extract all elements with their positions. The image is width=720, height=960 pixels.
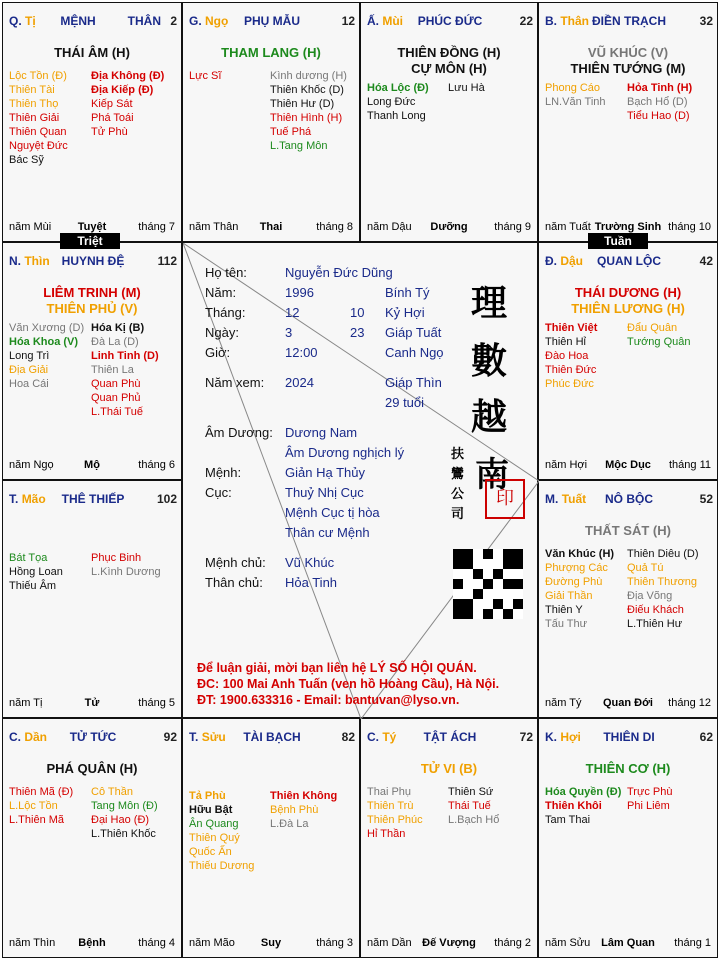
- footer-month: tháng 12: [668, 697, 711, 709]
- horoscope-chart: [2, 2, 718, 958]
- minor-stars-right: [91, 785, 158, 841]
- footer-year: năm Thân: [189, 221, 239, 233]
- main-star: THIÊN ĐỒNG (H): [397, 45, 501, 60]
- minor-star: Thiên Khốc (D): [270, 84, 344, 96]
- minor-stars-left: [545, 81, 606, 109]
- footer-stage: Quan Đới: [603, 697, 653, 709]
- palace-header: [545, 254, 713, 270]
- footer-month: tháng 5: [138, 697, 175, 709]
- footer-year: năm Tuất: [545, 221, 591, 233]
- red-seal-stamp: 印: [485, 479, 525, 519]
- minor-star: Thai Phụ: [367, 786, 412, 798]
- minor-star: Ân Quang: [189, 818, 239, 830]
- palace-ti[interactable]: [2, 2, 182, 242]
- minor-stars-left: [545, 547, 614, 631]
- am-duong-value: Dương Nam: [285, 425, 358, 440]
- minor-star: L.Thiên Mã: [9, 814, 65, 826]
- menh-value: Giản Hạ Thủy: [285, 465, 365, 480]
- palace-header: [9, 254, 177, 270]
- footer-month: tháng 2: [494, 937, 531, 949]
- palace-can: K.: [545, 730, 557, 744]
- palace-header: [189, 730, 355, 746]
- footer-month: tháng 7: [138, 221, 175, 233]
- minor-stars-right: [91, 551, 161, 579]
- thang-label: Tháng:: [205, 305, 246, 320]
- palace-chi: Hợi: [560, 730, 581, 744]
- main-star: TỬ VI (B): [420, 761, 478, 776]
- seal-char-4: 南: [475, 455, 509, 495]
- footer-year: năm Ngọ: [9, 459, 54, 471]
- palace-number: 72: [519, 730, 533, 744]
- seal-char-2: 數: [471, 340, 508, 382]
- minor-star: Thiên Đức: [545, 364, 597, 376]
- palace-hoi[interactable]: [538, 718, 718, 958]
- main-star: PHÁ QUÂN (H): [46, 761, 138, 776]
- cuc-value: Thuỷ Nhị Cục: [285, 485, 364, 500]
- footer-month: tháng 4: [138, 937, 175, 949]
- contact-line-1: Để luận giải, mời bạn liên hệ LÝ SỐ HỘI QUÁN.: [197, 661, 477, 675]
- footer-year: năm Dậu: [367, 221, 412, 233]
- minor-star: Thiếu Âm: [9, 580, 57, 592]
- minor-stars-left: [9, 551, 63, 593]
- minor-star: Bác Sỹ: [9, 154, 44, 166]
- palace-can: B.: [545, 14, 557, 28]
- minor-star: Hoa Cái: [9, 378, 49, 390]
- minor-star: Thiên Quý: [189, 832, 240, 844]
- menh-chu-value: Vũ Khúc: [285, 555, 335, 570]
- palace-can: T.: [189, 730, 199, 744]
- minor-star: Tấu Thư: [545, 618, 588, 630]
- minor-star: Thiên Giải: [9, 112, 60, 124]
- ngay-value: 3: [285, 325, 293, 340]
- minor-star: Địa Giải: [9, 364, 49, 376]
- main-star: THẤT SÁT (H): [585, 523, 671, 538]
- palace-chi: Mùi: [382, 14, 404, 28]
- thang-can-chi: Kỷ Hợi: [385, 305, 425, 320]
- minor-star: Thiên Y: [545, 604, 583, 616]
- palace-number: 22: [519, 14, 533, 28]
- contact-line-3: ĐT: 1900.633316 - Email: bantuvan@lyso.vn.: [197, 693, 460, 707]
- minor-star: Thiên Khôi: [545, 800, 602, 812]
- seal-small-3: 公: [451, 487, 465, 502]
- palace-chi: Tý: [382, 730, 397, 744]
- minor-star: L.Thái Tuế: [91, 406, 143, 418]
- cuc-label: Cục:: [205, 485, 232, 500]
- minor-star: Lộc Tồn (Đ): [9, 70, 67, 82]
- minor-star: Tử Phù: [91, 126, 128, 138]
- palace-suu[interactable]: [182, 718, 360, 958]
- palace-can: G.: [189, 14, 202, 28]
- minor-star: Long Đức: [367, 96, 416, 108]
- minor-star: Thiên Việt: [545, 322, 598, 334]
- minor-stars-right: [448, 785, 499, 827]
- ngay-can-chi: Giáp Tuất: [385, 325, 442, 340]
- minor-star: Thanh Long: [367, 110, 426, 122]
- palace-house-name: ĐIỀN TRẠCH: [592, 14, 666, 28]
- minor-stars-right: [270, 69, 347, 153]
- minor-star: Đào Hoa: [545, 350, 589, 362]
- palace-chi: Mão: [21, 492, 46, 506]
- palace-mao[interactable]: [2, 480, 182, 718]
- minor-star: Quốc Ấn: [189, 846, 232, 858]
- palace-can: T.: [9, 492, 19, 506]
- footer-stage: Tuyệt: [77, 221, 107, 233]
- minor-stars-right: [91, 321, 159, 419]
- palace-chi: Thân: [560, 14, 590, 28]
- minor-star: Hóa Lộc (Đ): [367, 82, 429, 94]
- palace-footer: [189, 937, 353, 951]
- minor-stars-right: [448, 81, 485, 95]
- main-star: THAM LANG (H): [221, 45, 321, 60]
- minor-star: Thiên Phúc: [367, 814, 423, 826]
- minor-stars-left: [189, 69, 221, 83]
- ngay-am: 23: [350, 325, 365, 340]
- footer-stage: Mộc Dục: [605, 459, 651, 471]
- palace-number: 32: [699, 14, 713, 28]
- minor-stars-left: [9, 785, 73, 827]
- am-duong-label: Âm Dương:: [205, 425, 273, 440]
- seal-small-1: 扶: [451, 447, 465, 462]
- am-duong-ly: Âm Dương nghịch lý: [285, 445, 405, 460]
- palace-number: 92: [163, 730, 177, 744]
- palace-tuat[interactable]: [538, 480, 718, 718]
- palace-can: Q.: [9, 14, 22, 28]
- nam-xem-value: 2024: [285, 375, 314, 390]
- minor-star: Thiên La: [91, 364, 134, 376]
- minor-star: Phi Liêm: [627, 800, 670, 812]
- than-marker: THÂN: [127, 14, 161, 28]
- minor-star: L.Lộc Tồn: [9, 800, 58, 812]
- ho-ten-value: Nguyễn Đức Dũng: [285, 265, 393, 280]
- minor-star: Thiên Hư (D): [270, 98, 335, 110]
- minor-star: Phượng Các: [545, 562, 608, 574]
- palace-chi: Sửu: [201, 730, 226, 744]
- minor-star: Quả Tú: [627, 562, 664, 574]
- triet-marker: Triệt: [60, 233, 120, 249]
- seal-char-1: 理: [471, 282, 508, 324]
- main-star: THIÊN CƠ (H): [585, 761, 671, 776]
- palace-can: N.: [9, 254, 21, 268]
- minor-stars-left: [9, 69, 68, 167]
- footer-year: năm Tị: [9, 697, 43, 709]
- ngay-label: Ngày:: [205, 325, 239, 340]
- minor-star: Phá Toái: [91, 112, 134, 124]
- minor-star: Hỏa Tinh (H): [627, 82, 693, 94]
- minor-star: Phong Cáo: [545, 82, 601, 94]
- palace-header: [189, 14, 355, 30]
- minor-star: Thiên Quan: [9, 126, 67, 138]
- minor-star: Bạch Hổ (D): [627, 96, 688, 108]
- minor-star: Quan Phù: [91, 378, 141, 390]
- minor-star: Văn Xương (D): [9, 322, 85, 334]
- minor-stars-right: [627, 81, 692, 123]
- minor-star: Quan Phủ: [91, 392, 141, 404]
- minor-star: Tam Thai: [545, 814, 591, 826]
- palace-number: 12: [341, 14, 355, 28]
- tuan-marker: Tuần: [588, 233, 648, 249]
- footer-stage: Trường Sinh: [594, 221, 662, 233]
- palace-ty[interactable]: [360, 718, 538, 958]
- palace-footer: [367, 937, 531, 951]
- nam-xem-can-chi: Giáp Thìn: [385, 375, 442, 390]
- minor-star: Tuế Phá: [270, 126, 312, 138]
- minor-star: Địa Kiếp (Đ): [91, 84, 154, 96]
- minor-stars-left: [367, 785, 423, 841]
- footer-year: năm Mão: [189, 937, 235, 949]
- center-info-panel: [182, 242, 538, 718]
- palace-number: 52: [699, 492, 713, 506]
- main-star: THÁI DƯƠNG (H): [574, 285, 682, 300]
- palace-header: [9, 14, 177, 30]
- minor-star: Hữu Bật: [189, 804, 233, 816]
- minor-star: Lực Sĩ: [189, 70, 222, 82]
- main-star: THÁI ÂM (H): [54, 45, 130, 60]
- footer-year: năm Dần: [367, 937, 412, 949]
- minor-star: Thiên Sứ: [448, 786, 494, 798]
- palace-footer: [545, 697, 711, 711]
- minor-star: Đại Hao (Đ): [91, 814, 150, 826]
- footer-stage: Mộ: [84, 459, 100, 471]
- main-star: LIÊM TRINH (M): [43, 285, 141, 300]
- palace-house-name: TÀI BẠCH: [243, 730, 301, 744]
- palace-house-name: THÊ THIẾP: [61, 492, 125, 506]
- palace-footer: [9, 937, 175, 951]
- palace-house-name: TỬ TỨC: [69, 730, 117, 744]
- palace-dan[interactable]: [2, 718, 182, 958]
- cuc-note: Mệnh Cục tị hòa: [285, 505, 380, 520]
- minor-star: Kiếp Sát: [91, 98, 133, 110]
- minor-stars-right: [627, 547, 699, 631]
- minor-stars-right: [627, 785, 672, 813]
- main-star: THIÊN PHỦ (V): [46, 301, 138, 316]
- main-star: THIÊN TƯỚNG (M): [570, 61, 686, 76]
- palace-thin[interactable]: [2, 242, 182, 480]
- palace-header: [367, 730, 533, 746]
- minor-star: Tả Phù: [189, 790, 226, 802]
- palace-house-name: PHỤ MẪU: [244, 14, 300, 28]
- palace-house-name: QUAN LỘC: [597, 254, 661, 268]
- minor-stars-left: [545, 321, 597, 391]
- palace-chi: Ngọ: [205, 14, 229, 28]
- menh-chu-label: Mệnh chủ:: [205, 555, 266, 570]
- palace-header: [545, 730, 713, 746]
- palace-house-name: PHÚC ĐỨC: [417, 14, 483, 28]
- palace-house-name: HUYNH ĐỆ: [61, 254, 125, 268]
- palace-can: Ấ.: [367, 14, 379, 28]
- minor-star: Thiên Không: [270, 790, 338, 802]
- footer-month: tháng 1: [674, 937, 711, 949]
- palace-number: 2: [170, 14, 177, 28]
- minor-star: LN.Văn Tinh: [545, 96, 606, 108]
- minor-star: Linh Tinh (D): [91, 350, 159, 362]
- minor-stars-left: [9, 321, 84, 391]
- minor-stars-left: [189, 789, 254, 873]
- palace-header: [367, 14, 533, 30]
- tuoi-value: 29 tuổi: [385, 395, 425, 410]
- footer-month: tháng 6: [138, 459, 175, 471]
- palace-chi: Thìn: [24, 254, 50, 268]
- minor-star: Cô Thần: [91, 786, 133, 798]
- minor-star: Tang Môn (Đ): [91, 800, 158, 812]
- palace-number: 102: [156, 492, 177, 506]
- footer-year: năm Hợi: [545, 459, 588, 471]
- palace-dau[interactable]: [538, 242, 718, 480]
- palace-number: 62: [699, 730, 713, 744]
- footer-month: tháng 9: [494, 221, 531, 233]
- minor-star: Thiên Mã (Đ): [9, 786, 74, 798]
- minor-stars-left: [367, 81, 429, 123]
- minor-star: Địa Không (Đ): [91, 70, 165, 82]
- ho-ten-label: Họ tên:: [205, 265, 247, 280]
- minor-stars-right: [270, 789, 337, 831]
- palace-chi: Dần: [24, 730, 48, 744]
- palace-number: 42: [699, 254, 713, 268]
- minor-star: Hóa Kị (B): [91, 322, 145, 334]
- palace-header: [9, 492, 177, 508]
- minor-star: Thái Tuế: [448, 800, 491, 812]
- palace-header: [9, 730, 177, 746]
- palace-house-name: TẬT ÁCH: [423, 730, 477, 744]
- minor-star: Hỉ Thần: [367, 828, 406, 840]
- footer-year: năm Thìn: [9, 937, 56, 949]
- nam-label: Năm:: [205, 285, 237, 300]
- palace-can: M.: [545, 492, 559, 506]
- footer-stage: Suy: [260, 937, 282, 949]
- qr-code-icon[interactable]: [453, 549, 523, 619]
- palace-footer: [9, 697, 175, 711]
- gio-can-chi: Canh Ngọ: [385, 345, 444, 360]
- minor-star: Nguyệt Đức: [9, 140, 68, 152]
- footer-stage: Đế Vượng: [422, 937, 476, 949]
- footer-year: năm Mùi: [9, 221, 52, 233]
- main-star: THIÊN LƯƠNG (H): [571, 301, 685, 316]
- minor-star: Thiên Tài: [9, 84, 55, 96]
- minor-star: Phúc Đức: [545, 378, 594, 390]
- minor-stars-left: [545, 785, 621, 827]
- gio-value: 12:00: [285, 345, 318, 360]
- palace-can: Đ.: [545, 254, 557, 268]
- thang-value: 12: [285, 305, 300, 320]
- minor-star: Đường Phù: [545, 576, 603, 588]
- minor-star: Lưu Hà: [448, 82, 485, 94]
- seal-small-2: 鸞: [451, 467, 465, 482]
- minor-star: Bát Tọa: [9, 552, 48, 564]
- palace-footer: [367, 221, 531, 235]
- minor-star: Đẩu Quân: [627, 322, 678, 334]
- palace-footer: [189, 221, 353, 235]
- minor-star: Đà La (D): [91, 336, 139, 348]
- minor-star: L.Thiên Khốc: [91, 828, 156, 840]
- palace-chi: Tị: [25, 14, 36, 28]
- main-star: CỰ MÔN (H): [411, 61, 487, 76]
- minor-star: Thiên Hình (H): [270, 112, 343, 124]
- nam-value: 1996: [285, 285, 314, 300]
- minor-star: Long Trì: [9, 350, 50, 362]
- palace-can: C.: [9, 730, 21, 744]
- minor-star: L.Kình Dương: [91, 566, 161, 578]
- minor-star: Điếu Khách: [627, 604, 684, 616]
- minor-star: Thiên Hỉ: [545, 336, 586, 348]
- palace-header: [545, 492, 713, 508]
- minor-star: Kình dương (H): [270, 70, 347, 82]
- minor-stars-right: [627, 321, 691, 349]
- palace-header: [545, 14, 713, 30]
- minor-star: Trực Phù: [627, 786, 673, 798]
- minor-star: L.Thiên Hư: [627, 618, 683, 630]
- minor-star: Hóa Quyền (Đ): [545, 786, 622, 798]
- minor-star: Thiên Trù: [367, 800, 414, 812]
- than-chu-label: Thân chủ:: [205, 575, 263, 590]
- palace-number: 82: [341, 730, 355, 744]
- palace-footer: [9, 459, 175, 473]
- palace-can: C.: [367, 730, 379, 744]
- palace-house-name: NÔ BỘC: [605, 492, 653, 506]
- minor-star: Thiên Thương: [627, 576, 698, 588]
- menh-label: Mệnh:: [205, 465, 242, 480]
- palace-house-name: MỆNH: [60, 14, 96, 28]
- minor-star: L.Tang Môn: [270, 140, 328, 152]
- palace-house-name: THIÊN DI: [603, 730, 655, 744]
- nam-xem-label: Năm xem:: [205, 375, 265, 390]
- footer-year: năm Tý: [545, 697, 582, 709]
- footer-stage: Dưỡng: [430, 221, 468, 233]
- footer-month: tháng 3: [316, 937, 353, 949]
- palace-chi: Dậu: [560, 254, 584, 268]
- minor-star: Giải Thần: [545, 590, 593, 602]
- minor-star: Bệnh Phù: [270, 804, 319, 816]
- than-cu: Thân cư Mệnh: [285, 525, 370, 540]
- nam-can-chi: Bính Tý: [385, 285, 430, 300]
- seal-char-3: 越: [471, 396, 508, 438]
- palace-number: 112: [157, 254, 177, 268]
- than-chu-value: Hỏa Tinh: [285, 575, 338, 590]
- minor-star: Phục Binh: [91, 552, 142, 564]
- minor-star: L.Bạch Hổ: [448, 814, 500, 826]
- minor-star: L.Đà La: [270, 818, 309, 830]
- minor-star: Thiên Thọ: [9, 98, 59, 110]
- thang-am: 10: [350, 305, 365, 320]
- palace-chi: Tuất: [561, 492, 587, 506]
- minor-star: Tiểu Hao (D): [627, 110, 690, 122]
- gio-label: Giờ:: [205, 345, 231, 360]
- palace-than[interactable]: [538, 2, 718, 242]
- minor-star: Hóa Khoa (V): [9, 336, 79, 348]
- footer-stage: Thai: [259, 221, 283, 233]
- minor-star: Tướng Quân: [627, 336, 691, 348]
- footer-stage: Bệnh: [78, 937, 106, 949]
- palace-mui[interactable]: [360, 2, 538, 242]
- minor-star: Thiên Diêu (D): [627, 548, 699, 560]
- contact-line-2: ĐC: 100 Mai Anh Tuấn (ven hồ Hoàng Cầu), Hà Nội.: [197, 677, 500, 691]
- palace-ngo[interactable]: [182, 2, 360, 242]
- minor-star: Địa Võng: [627, 590, 673, 602]
- footer-month: tháng 8: [316, 221, 353, 233]
- minor-stars-right: [91, 69, 164, 139]
- footer-year: năm Sửu: [545, 937, 591, 949]
- palace-footer: [545, 459, 711, 473]
- footer-month: tháng 11: [668, 459, 711, 471]
- seal-small-4: 司: [451, 507, 465, 522]
- minor-star: Văn Khúc (H): [545, 548, 615, 560]
- footer-stage: Lâm Quan: [601, 937, 655, 949]
- main-star: VŨ KHÚC (V): [587, 45, 669, 60]
- footer-month: tháng 10: [668, 221, 711, 233]
- footer-stage: Tử: [84, 697, 100, 709]
- minor-star: Thiếu Dương: [189, 860, 255, 872]
- minor-star: Hồng Loan: [9, 566, 63, 578]
- palace-footer: [545, 937, 711, 951]
